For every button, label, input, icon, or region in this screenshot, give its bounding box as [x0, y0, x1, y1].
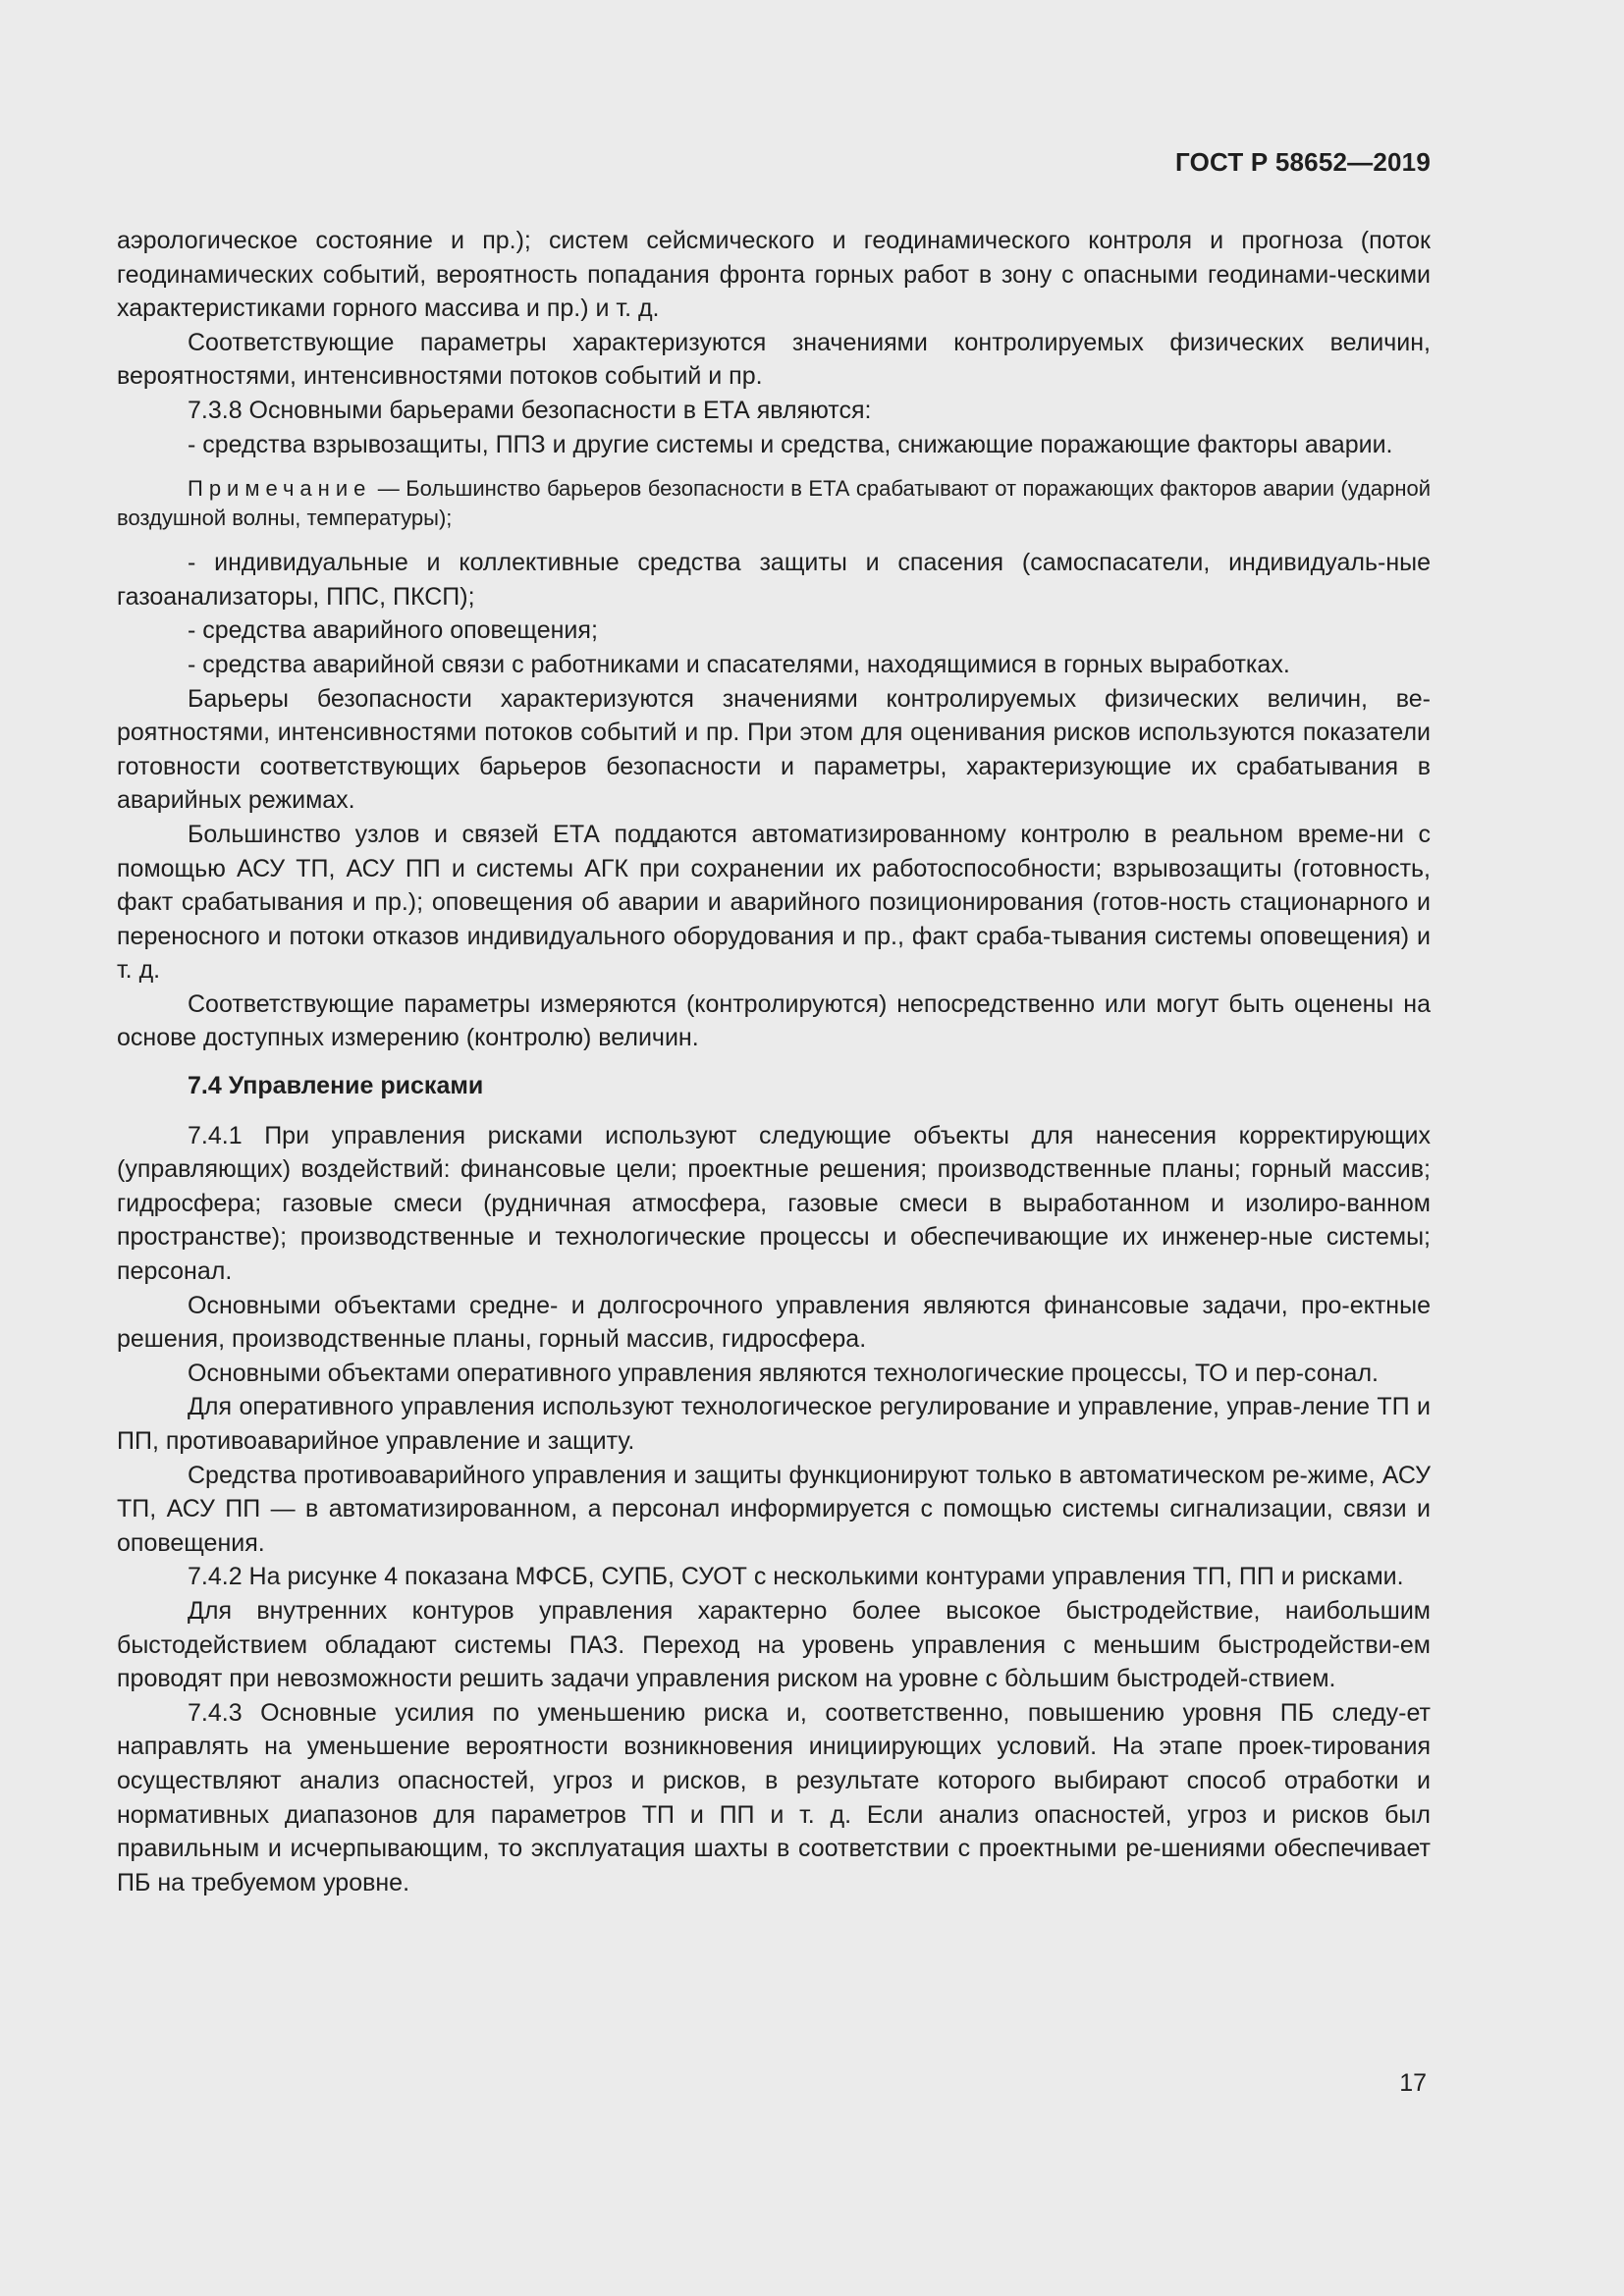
note-label: Примечание [188, 476, 372, 502]
paragraph: аэрологическое состояние и пр.); систем сейсмического и геодинамического контроля и прогноза (поток геодинамических событий, вероятность попадания фронта горных работ в зону с опасными геодинами-ческими характеристиками горного массива и пр.) и т. д. [117, 227, 1431, 323]
document-body [117, 224, 1431, 1899]
section-heading: 7.4 Управление рисками [188, 1072, 484, 1100]
paragraph: Основными объектами средне- и долгосрочного управления являются финансовые задачи, про-ектные решения, производственные планы, горный массив, гидросфера. [117, 1291, 1431, 1354]
paragraph: 7.4.3 Основные усилия по уменьшению риска и, соответственно, повышению уровня ПБ следу-ет направлять на уменьшение вероятности возникновения инициирующих условий. На этапе проек-тирования осуществляют анализ опасностей, угроз и рисков, в результате которого выбирают способ отработки и нормативных диапазонов для параметров ТП и ПП и т. д. Если анализ опасностей, угроз и рисков был правильным и исчерпывающим, то эксплуатация шахты в соответствии с проектными ре-шениями обеспечивает ПБ на требуемом уровне. [117, 1698, 1431, 1896]
paragraph: Соответствующие параметры характеризуются значениями контролируемых физических величин, вероятностями, интенсивностями потоков событий и пр. [117, 328, 1431, 391]
paragraph: Большинство узлов и связей ЕТА поддаются автоматизированному контролю в реальном време-ни с помощью АСУ ТП, АСУ ПП и системы АГК при сохранении их работоспособности; взрывозащиты (готовность, факт срабатывания и пр.); оповещения об аварии и аварийного позиционирования (готов-ность стационарного и переносного и потоки отказов индивидуального оборудования и пр., факт сраба-тывания системы оповещения) и т. д. [117, 820, 1431, 985]
paragraph: Для оперативного управления используют технологическое регулирование и управление, управ-ление ТП и ПП, противоаварийное управление и защиту. [117, 1393, 1431, 1455]
paragraph: - средства аварийного оповещения; [188, 616, 598, 645]
paragraph: - индивидуальные и коллективные средства защиты и спасения (самоспасатели, индивидуаль-ные газоанализаторы, ППС, ПКСП); [117, 549, 1431, 611]
paragraph: Средства противоаварийного управления и защиты функционируют только в автоматическом ре-жиме, АСУ ТП, АСУ ПП — в автоматизированном, а персонал информируется с помощью системы сигнализации, связи и оповещения. [117, 1461, 1431, 1557]
paragraph: Соответствующие параметры измеряются (контролируются) непосредственно или могут быть оценены на основе доступных измерению (контролю) величин. [117, 989, 1431, 1052]
paragraph: Барьеры безопасности характеризуются значениями контролируемых физических величин, ве-роятностями, интенсивностями потоков событий и пр. При этом для оценивания рисков используются показатели готовности соответствующих барьеров безопасности и параметры, характеризующие их срабатывания в аварийных режимах. [117, 684, 1431, 815]
note-paragraph [117, 474, 1431, 533]
note-text: — Большинство барьеров безопасности в ЕТА срабатывают от поражающих факторов аварии (ударной воздушной волны, температуры); [117, 476, 1431, 531]
page-number: 17 [1399, 2069, 1427, 2097]
paragraph: 7.4.1 При управления рисками используют следующие объекты для нанесения корректирующих (управляющих) воздействий: финансовые цели; проектные решения; производственные планы; горный массив; гидросфера; газовые смеси (рудничная атмосфера, газовые смеси в выработанном и изолиро-ванном пространстве); производственные и технологические процессы и обеспечивающие их инженер-ные системы; персонал. [117, 1121, 1431, 1286]
paragraph: Для внутренних контуров управления характерно более высокое быстродействие, наибольшим быстодействием обладают системы ПАЗ. Переход на уровень управления с меньшим быстродействи-ем проводят при невозможности решить задачи управления риском на уровне с бо̀льшим быстродей-ствием. [117, 1596, 1431, 1693]
document-header: ГОСТ Р 58652—2019 [1175, 147, 1431, 177]
paragraph: 7.3.8 Основными барьерами безопасности в ЕТА являются: [188, 396, 872, 424]
paragraph: Основными объектами оперативного управления являются технологические процессы, ТО и пер-сонал. [188, 1359, 1379, 1387]
paragraph: - средства взрывозащиты, ППЗ и другие системы и средства, снижающие поражающие факторы аварии. [188, 430, 1393, 458]
paragraph: - средства аварийной связи с работниками и спасателями, находящимися в горных выработках. [188, 650, 1290, 678]
paragraph: 7.4.2 На рисунке 4 показана МФСБ, СУПБ, СУОТ с несколькими контурами управления ТП, ПП и рисками. [188, 1563, 1404, 1591]
